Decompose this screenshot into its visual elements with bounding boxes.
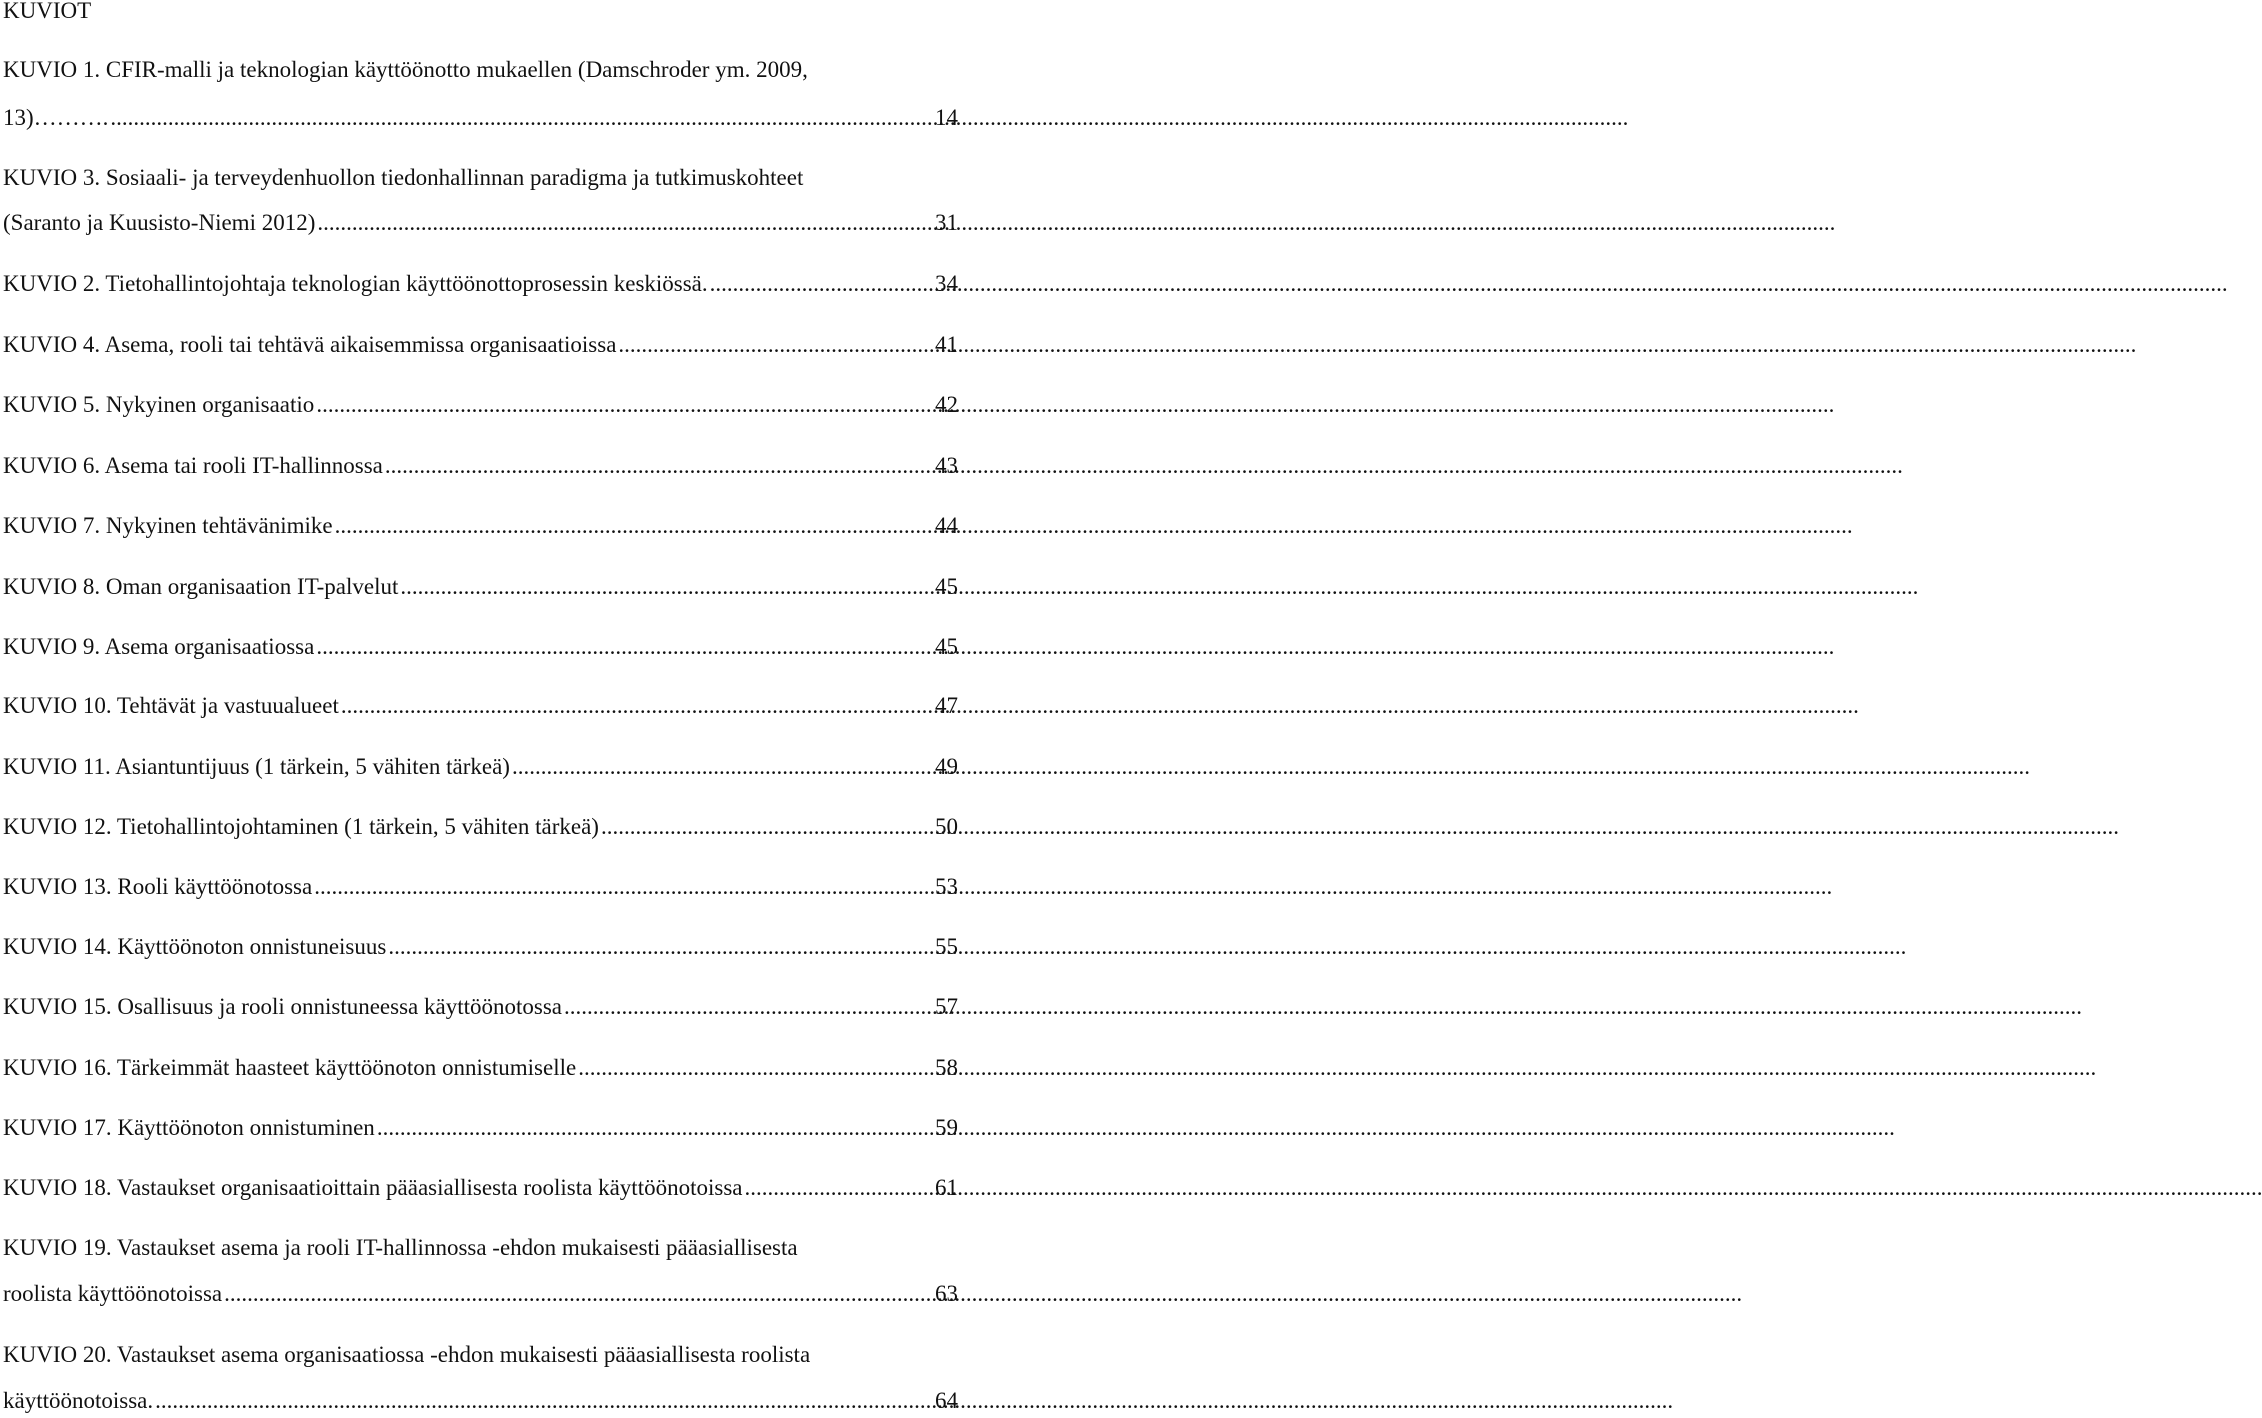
toc-page-number: 34 [935, 271, 958, 296]
dot-leader [314, 389, 931, 421]
toc-entry-title: KUVIO 7. Nykyinen tehtävänimike [3, 513, 333, 538]
toc-page-number: 31 [935, 210, 958, 235]
toc-page-number: 41 [935, 332, 958, 357]
dot-leader [616, 329, 931, 361]
toc-entry-title: KUVIO 14. Käyttöönoton onnistuneisuus [3, 934, 387, 959]
toc-entry-title: KUVIO 18. Vastaukset organisaatioittain pääasiallisesta roolista käyttöönotoissa [3, 1175, 743, 1200]
dot-leader [562, 991, 931, 1023]
toc-entry-title: KUVIO 15. Osallisuus ja rooli onnistuneessa käyttöönotossa [3, 994, 562, 1019]
dot-leader [153, 1385, 931, 1417]
dot-leader [333, 510, 931, 542]
dot-leader [386, 931, 931, 963]
toc-entry-title: KUVIO 4. Asema, rooli tai tehtävä aikaisemmissa organisaatioissa [3, 332, 617, 357]
dot-leader [383, 450, 931, 482]
toc-entry-title-continued: (Saranto ja Kuusisto-Niemi 2012) [3, 210, 316, 235]
dot-leader [375, 1112, 931, 1144]
toc-page-number: 63 [935, 1281, 958, 1306]
toc-page-number: 50 [935, 814, 958, 839]
toc-page-number: 14 [935, 105, 958, 130]
toc-entry-title-continued: käyttöönotoissa. [3, 1388, 154, 1413]
toc-page-number: 55 [935, 934, 958, 959]
toc-entry-title-continued: 13)………. [3, 105, 109, 130]
toc-page-number: 45 [935, 574, 958, 599]
dot-leader [339, 690, 931, 722]
toc-entry-title: KUVIO 17. Käyttöönoton onnistuminen [3, 1115, 375, 1140]
toc-entry-title: KUVIO 19. Vastaukset asema ja rooli IT-hallinnossa -ehdon mukaisesti pääasiallisesta [3, 1235, 798, 1260]
toc-page-number: 43 [935, 453, 958, 478]
toc-entry-title: KUVIO 5. Nykyinen organisaatio [3, 392, 315, 417]
toc-entry-title: KUVIO 13. Rooli käyttöönotossa [3, 874, 313, 899]
toc-entry-title: KUVIO 9. Asema organisaatiossa [3, 634, 315, 659]
toc-page-number: 49 [935, 754, 958, 779]
dot-leader [599, 811, 931, 843]
dot-leader [314, 631, 931, 663]
toc-entry-title: KUVIO 20. Vastaukset asema organisaatiossa -ehdon mukaisesti pääasiallisesta roolista [3, 1342, 811, 1367]
toc-page-number: 45 [935, 634, 958, 659]
list-of-figures-heading: KUVIOT [3, 0, 92, 23]
toc-entry-title: KUVIO 1. CFIR-malli ja teknologian käyttöönotto mukaellen (Damschroder ym. 2009, [3, 57, 808, 82]
toc-entry-title: KUVIO 16. Tärkeimmät haasteet käyttöönoton onnistumiselle [3, 1055, 577, 1080]
dot-leader [576, 1052, 931, 1084]
dot-leader [108, 102, 931, 134]
toc-page-number: 59 [935, 1115, 958, 1140]
dot-leader [742, 1172, 931, 1204]
toc-page-number: 61 [935, 1175, 958, 1200]
toc-page-number: 58 [935, 1055, 958, 1080]
toc-entry-title: KUVIO 10. Tehtävät ja vastuualueet [3, 693, 339, 718]
toc-entry-title: KUVIO 12. Tietohallintojohtaminen (1 tärkein, 5 vähiten tärkeä) [3, 814, 599, 839]
toc-entry-title-continued: roolista käyttöönotoissa [3, 1281, 223, 1306]
toc-page-number: 64 [935, 1388, 958, 1413]
dot-leader [312, 871, 931, 903]
dot-leader [708, 268, 931, 300]
toc-entry-title: KUVIO 2. Tietohallintojohtaja teknologian käyttöönottoprosessin keskiössä. [3, 271, 708, 296]
toc-entry-title: KUVIO 8. Oman organisaation IT-palvelut [3, 574, 399, 599]
document-page [0, 0, 960, 1418]
dot-leader [510, 751, 931, 783]
dot-leader [222, 1278, 931, 1310]
toc-page-number: 42 [935, 392, 958, 417]
toc-page-number: 57 [935, 994, 958, 1019]
dot-leader [398, 571, 931, 603]
toc-entry-title: KUVIO 6. Asema tai rooli IT-hallinnossa [3, 453, 383, 478]
toc-page-number: 53 [935, 874, 958, 899]
dot-leader [315, 207, 931, 239]
toc-entry-title: KUVIO 11. Asiantuntijuus (1 tärkein, 5 vähiten tärkeä) [3, 754, 510, 779]
toc-entry-title: KUVIO 3. Sosiaali- ja terveydenhuollon tiedonhallinnan paradigma ja tutkimuskohteet [3, 165, 804, 190]
toc-page-number: 47 [935, 693, 958, 718]
toc-page-number: 44 [935, 513, 958, 538]
